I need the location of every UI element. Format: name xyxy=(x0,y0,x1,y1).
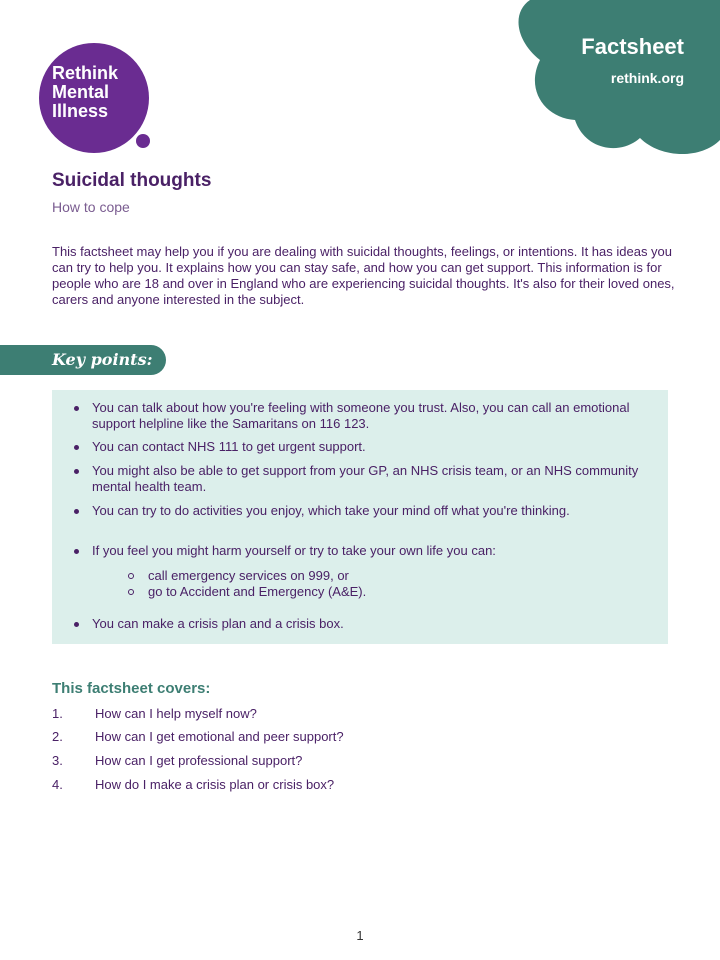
site-url[interactable]: rethink.org xyxy=(610,70,684,86)
covers-item-text: How can I help myself now? xyxy=(95,706,257,721)
key-point-subitem: go to Accident and Emergency (A&E). xyxy=(148,584,367,599)
key-point-item: You can contact NHS 111 to get urgent support. xyxy=(92,439,652,455)
page-subtitle: How to cope xyxy=(52,199,130,215)
key-point-item: If you feel you might harm yourself or try to take your own life you can: xyxy=(92,543,652,559)
key-point-item: You can make a crisis plan and a crisis box. xyxy=(92,616,652,632)
page-title: Suicidal thoughts xyxy=(52,170,212,191)
page-number: 1 xyxy=(356,928,364,943)
key-point-item: You can try to do activities you enjoy, which take your mind off what you're thinking. xyxy=(92,503,652,519)
key-points-box xyxy=(52,390,668,644)
logo-line: Rethink xyxy=(52,63,119,83)
key-point-subitem: call emergency services on 999, or xyxy=(148,568,349,583)
logo-line: Illness xyxy=(52,101,109,121)
key-point-item: You might also be able to get support from your GP, an NHS crisis team, or an NHS community mental health team. xyxy=(92,463,652,495)
covers-item-number: 2. xyxy=(52,729,63,744)
covers-item-text: How do I make a crisis plan or crisis box? xyxy=(95,777,335,792)
key-points-banner xyxy=(0,345,166,375)
key-point-item: You can talk about how you're feeling with someone you trust. Also, you can call an emotional support helpline like the Samaritans on 116 123. xyxy=(92,400,652,432)
covers-item-number: 4. xyxy=(52,777,63,792)
factsheet-label: Factsheet xyxy=(581,34,684,59)
covers-item-text: How can I get professional support? xyxy=(95,753,303,768)
covers-item-number: 3. xyxy=(52,753,63,768)
logo-line: Mental xyxy=(52,82,110,102)
covers-item-text: How can I get emotional and peer support? xyxy=(95,729,344,744)
covers-item-number: 1. xyxy=(52,706,63,721)
intro-paragraph: This factsheet may help you if you are dealing with suicidal thoughts, feelings, or intentions. It has ideas you can try to help you. It explains how you can stay safe, and how you can get support. This information is for people who are 18 and over in England who are experiencing suicidal thoughts. It's also for their loved ones, carers and anyone interested in the subject. xyxy=(52,244,675,307)
logo-text xyxy=(52,64,118,121)
key-points-label: Key points: xyxy=(52,350,153,369)
covers-heading: This factsheet covers: xyxy=(52,680,211,697)
